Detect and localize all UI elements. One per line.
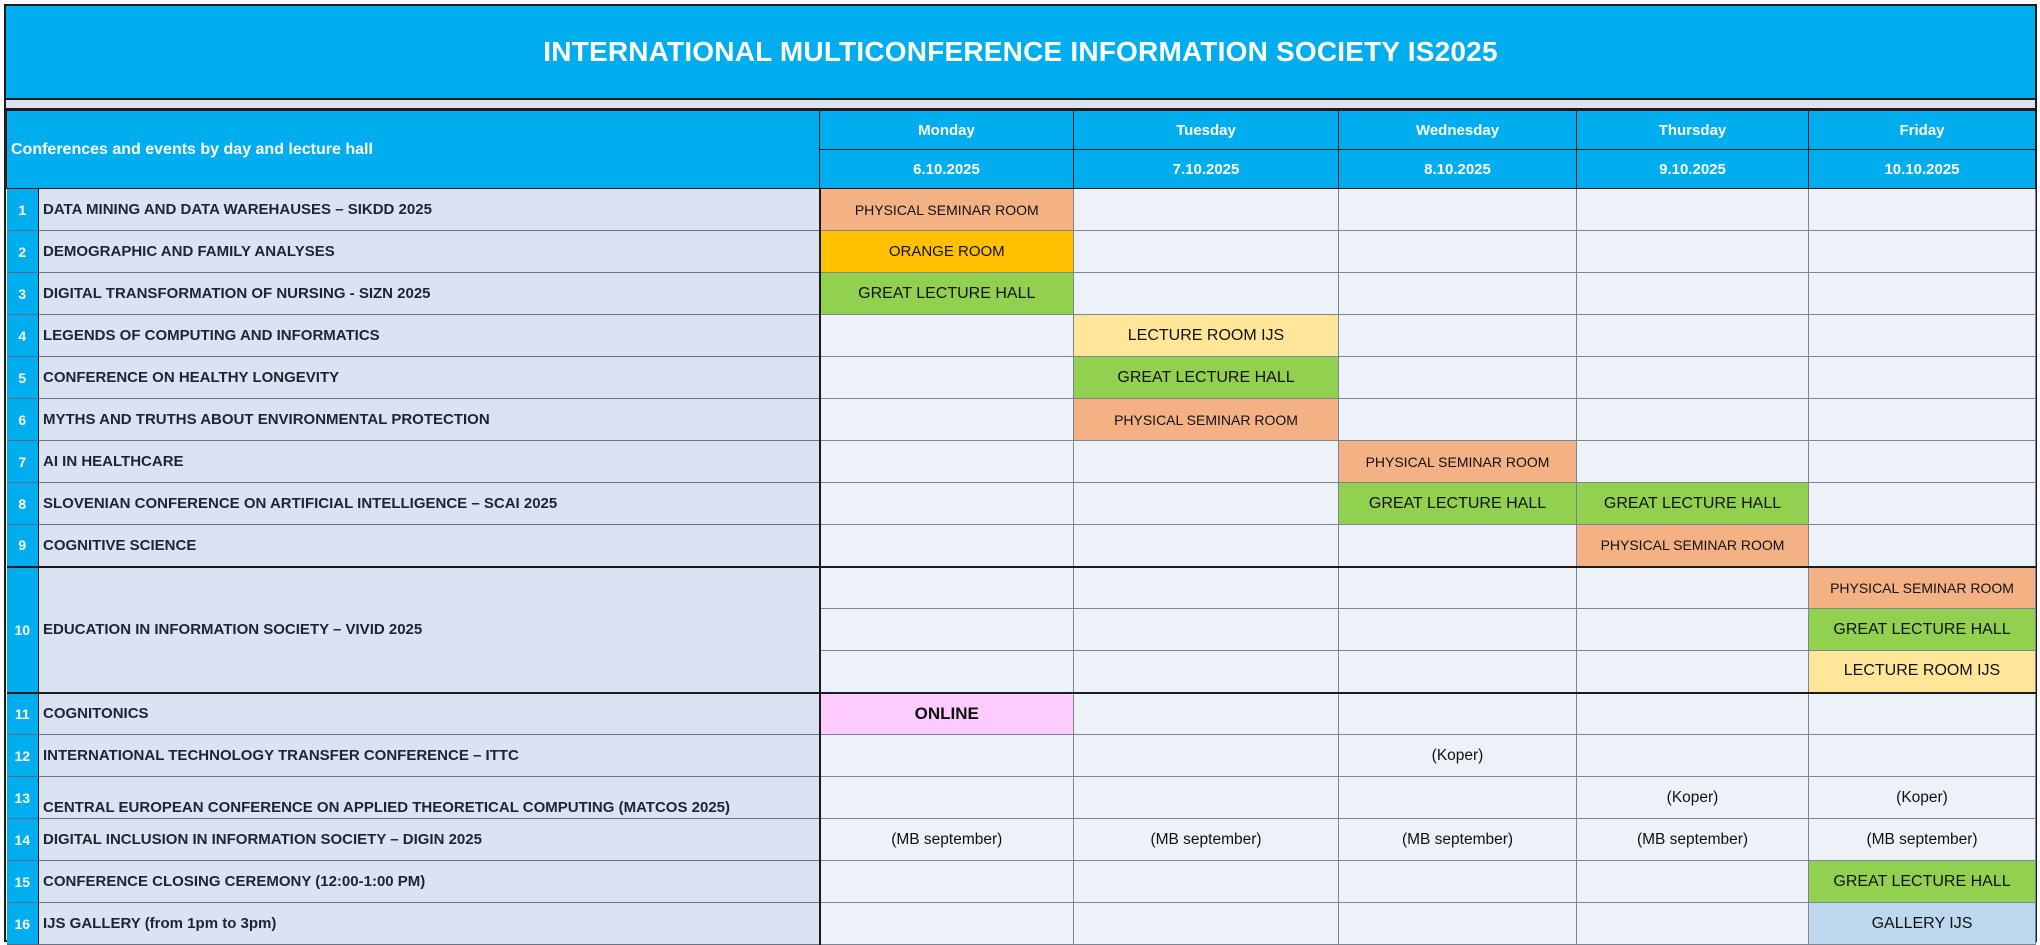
empty-cell-friday	[1809, 441, 2036, 483]
empty-cell-thursday	[1577, 609, 1809, 651]
day-date-tuesday: 7.10.2025	[1074, 150, 1339, 189]
empty-cell-monday	[820, 567, 1074, 609]
room-cell-monday: PHYSICAL SEMINAR ROOM	[820, 189, 1074, 231]
row-number: 5	[7, 357, 39, 399]
room-cell-friday: (MB september)	[1809, 819, 2036, 861]
room-cell-friday: LECTURE ROOM IJS	[1809, 651, 2036, 693]
empty-cell-tuesday	[1074, 189, 1339, 231]
header-row-days	[7, 111, 2036, 150]
room-cell-wednesday: (MB september)	[1339, 819, 1577, 861]
empty-cell-tuesday	[1074, 525, 1339, 567]
conference-name: CONFERENCE ON HEALTHY LONGEVITY	[39, 357, 820, 399]
empty-cell-tuesday	[1074, 483, 1339, 525]
empty-cell-thursday	[1577, 903, 1809, 945]
empty-cell-thursday	[1577, 735, 1809, 777]
room-cell-thursday: (MB september)	[1577, 819, 1809, 861]
empty-cell-tuesday	[1074, 693, 1339, 735]
room-cell-wednesday: (Koper)	[1339, 735, 1577, 777]
room-cell-wednesday: GREAT LECTURE HALL	[1339, 483, 1577, 525]
room-cell-monday: ONLINE	[820, 693, 1074, 735]
empty-cell-wednesday	[1339, 525, 1577, 567]
room-cell-monday: ORANGE ROOM	[820, 231, 1074, 273]
empty-cell-thursday	[1577, 861, 1809, 903]
empty-cell-tuesday	[1074, 861, 1339, 903]
row-number: 10	[7, 567, 39, 693]
empty-cell-thursday	[1577, 273, 1809, 315]
empty-cell-thursday	[1577, 315, 1809, 357]
conference-name: COGNITIVE SCIENCE	[39, 525, 820, 567]
row-number: 14	[7, 819, 39, 861]
empty-cell-friday	[1809, 231, 2036, 273]
conference-name: INTERNATIONAL TECHNOLOGY TRANSFER CONFERENCE – ITTC	[39, 735, 820, 777]
conference-name: DEMOGRAPHIC AND FAMILY ANALYSES	[39, 231, 820, 273]
empty-cell-tuesday	[1074, 903, 1339, 945]
empty-cell-wednesday	[1339, 777, 1577, 819]
room-cell-tuesday: LECTURE ROOM IJS	[1074, 315, 1339, 357]
row-number: 8	[7, 483, 39, 525]
empty-cell-tuesday	[1074, 777, 1339, 819]
empty-cell-thursday	[1577, 441, 1809, 483]
row-number: 6	[7, 399, 39, 441]
room-cell-tuesday: PHYSICAL SEMINAR ROOM	[1074, 399, 1339, 441]
empty-cell-wednesday	[1339, 693, 1577, 735]
empty-cell-thursday	[1577, 567, 1809, 609]
room-cell-thursday: (Koper)	[1577, 777, 1809, 819]
empty-cell-monday	[820, 861, 1074, 903]
empty-cell-friday	[1809, 735, 2036, 777]
schedule-sheet	[4, 4, 2037, 942]
empty-cell-wednesday	[1339, 861, 1577, 903]
table-row	[7, 777, 2036, 819]
empty-cell-thursday	[1577, 231, 1809, 273]
table-row	[7, 903, 2036, 945]
day-name-monday: Monday	[820, 111, 1074, 150]
empty-cell-wednesday	[1339, 357, 1577, 399]
table-row	[7, 693, 2036, 735]
empty-cell-wednesday	[1339, 567, 1577, 609]
conference-name: DIGITAL TRANSFORMATION OF NURSING - SIZN 2025	[39, 273, 820, 315]
table-row	[7, 357, 2036, 399]
conference-name: COGNITONICS	[39, 693, 820, 735]
empty-cell-thursday	[1577, 357, 1809, 399]
day-date-thursday: 9.10.2025	[1577, 150, 1809, 189]
empty-cell-monday	[820, 609, 1074, 651]
empty-cell-wednesday	[1339, 903, 1577, 945]
empty-cell-friday	[1809, 525, 2036, 567]
empty-cell-thursday	[1577, 189, 1809, 231]
row-number: 2	[7, 231, 39, 273]
row-number: 12	[7, 735, 39, 777]
room-cell-friday: GREAT LECTURE HALL	[1809, 609, 2036, 651]
empty-cell-thursday	[1577, 651, 1809, 693]
empty-cell-wednesday	[1339, 315, 1577, 357]
day-name-tuesday: Tuesday	[1074, 111, 1339, 150]
row-number: 9	[7, 525, 39, 567]
row-number: 7	[7, 441, 39, 483]
room-cell-thursday: GREAT LECTURE HALL	[1577, 483, 1809, 525]
room-cell-friday: PHYSICAL SEMINAR ROOM	[1809, 567, 2036, 609]
empty-cell-friday	[1809, 357, 2036, 399]
table-row	[7, 399, 2036, 441]
room-cell-monday: GREAT LECTURE HALL	[820, 273, 1074, 315]
empty-cell-monday	[820, 903, 1074, 945]
room-cell-monday: (MB september)	[820, 819, 1074, 861]
empty-cell-monday	[820, 735, 1074, 777]
empty-cell-tuesday	[1074, 609, 1339, 651]
day-name-friday: Friday	[1809, 111, 2036, 150]
table-row	[7, 819, 2036, 861]
conference-name: SLOVENIAN CONFERENCE ON ARTIFICIAL INTELLIGENCE – SCAI 2025	[39, 483, 820, 525]
table-row	[7, 525, 2036, 567]
empty-cell-monday	[820, 357, 1074, 399]
empty-cell-monday	[820, 525, 1074, 567]
day-name-wednesday: Wednesday	[1339, 111, 1577, 150]
conference-name: MYTHS AND TRUTHS ABOUT ENVIRONMENTAL PROTECTION	[39, 399, 820, 441]
empty-cell-friday	[1809, 483, 2036, 525]
day-date-friday: 10.10.2025	[1809, 150, 2036, 189]
empty-cell-thursday	[1577, 399, 1809, 441]
empty-cell-tuesday	[1074, 651, 1339, 693]
schedule-table	[6, 110, 2036, 945]
empty-cell-monday	[820, 483, 1074, 525]
room-cell-tuesday: (MB september)	[1074, 819, 1339, 861]
empty-cell-friday	[1809, 273, 2036, 315]
empty-cell-friday	[1809, 189, 2036, 231]
row-number: 15	[7, 861, 39, 903]
room-cell-wednesday: PHYSICAL SEMINAR ROOM	[1339, 441, 1577, 483]
row-number: 3	[7, 273, 39, 315]
day-name-thursday: Thursday	[1577, 111, 1809, 150]
table-row	[7, 189, 2036, 231]
table-row	[7, 483, 2036, 525]
conference-name: CONFERENCE CLOSING CEREMONY (12:00-1:00 PM)	[39, 861, 820, 903]
empty-cell-monday	[820, 651, 1074, 693]
empty-cell-wednesday	[1339, 231, 1577, 273]
room-cell-friday: GALLERY IJS	[1809, 903, 2036, 945]
empty-cell-monday	[820, 777, 1074, 819]
empty-cell-friday	[1809, 315, 2036, 357]
empty-cell-friday	[1809, 399, 2036, 441]
table-row	[7, 567, 2036, 609]
table-row	[7, 861, 2036, 903]
conference-name: DIGITAL INCLUSION IN INFORMATION SOCIETY – DIGIN 2025	[39, 819, 820, 861]
conference-name: LEGENDS OF COMPUTING AND INFORMATICS	[39, 315, 820, 357]
header-label: Conferences and events by day and lecture hall	[7, 111, 820, 189]
room-cell-friday: GREAT LECTURE HALL	[1809, 861, 2036, 903]
room-cell-thursday: PHYSICAL SEMINAR ROOM	[1577, 525, 1809, 567]
empty-cell-tuesday	[1074, 231, 1339, 273]
empty-cell-friday	[1809, 693, 2036, 735]
empty-cell-wednesday	[1339, 189, 1577, 231]
row-number: 4	[7, 315, 39, 357]
empty-cell-monday	[820, 441, 1074, 483]
row-number: 11	[7, 693, 39, 735]
empty-cell-tuesday	[1074, 273, 1339, 315]
empty-cell-tuesday	[1074, 735, 1339, 777]
empty-cell-tuesday	[1074, 567, 1339, 609]
conference-name: EDUCATION IN INFORMATION SOCIETY – VIVID 2025	[39, 567, 820, 693]
conference-name: DATA MINING AND DATA WAREHAUSES – SIKDD 2025	[39, 189, 820, 231]
room-cell-tuesday: GREAT LECTURE HALL	[1074, 357, 1339, 399]
day-date-wednesday: 8.10.2025	[1339, 150, 1577, 189]
table-row	[7, 273, 2036, 315]
empty-cell-wednesday	[1339, 399, 1577, 441]
table-row	[7, 441, 2036, 483]
empty-cell-monday	[820, 315, 1074, 357]
conference-name: CENTRAL EUROPEAN CONFERENCE ON APPLIED THEORETICAL COMPUTING (MATCOS 2025)	[39, 777, 820, 819]
row-number: 13	[7, 777, 39, 819]
conference-name: AI IN HEALTHCARE	[39, 441, 820, 483]
separator-row	[6, 98, 2035, 110]
table-row	[7, 735, 2036, 777]
table-row	[7, 315, 2036, 357]
empty-cell-wednesday	[1339, 273, 1577, 315]
conference-name: IJS GALLERY (from 1pm to 3pm)	[39, 903, 820, 945]
empty-cell-wednesday	[1339, 651, 1577, 693]
page-title: INTERNATIONAL MULTICONFERENCE INFORMATION SOCIETY IS2025	[6, 6, 2035, 98]
empty-cell-wednesday	[1339, 609, 1577, 651]
empty-cell-tuesday	[1074, 441, 1339, 483]
day-date-monday: 6.10.2025	[820, 150, 1074, 189]
empty-cell-monday	[820, 399, 1074, 441]
row-number: 16	[7, 903, 39, 945]
empty-cell-thursday	[1577, 693, 1809, 735]
room-cell-friday: (Koper)	[1809, 777, 2036, 819]
row-number: 1	[7, 189, 39, 231]
table-row	[7, 231, 2036, 273]
